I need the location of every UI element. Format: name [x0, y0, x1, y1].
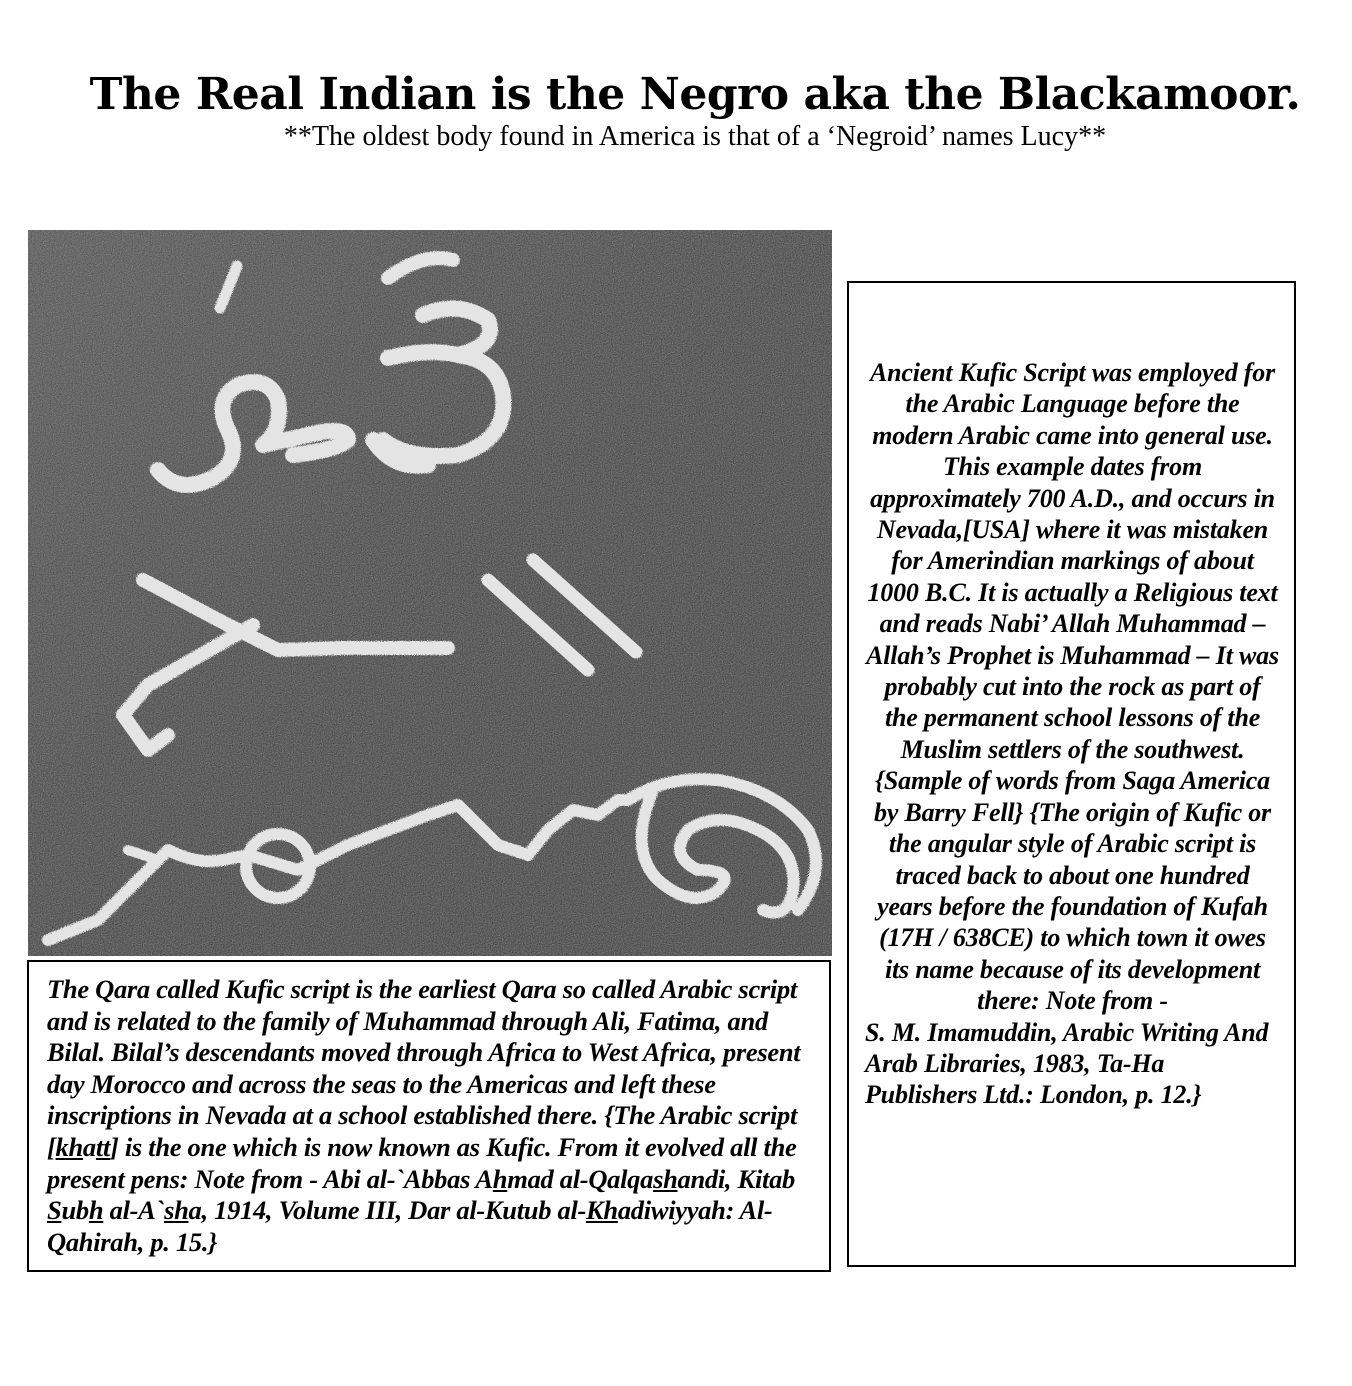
- kufic-inscription-image: [28, 230, 832, 956]
- left-caption-text: The Qara called Kufic script is the earliest Qara so called Arabic script and is related to the family of Muhammad through Ali, Fatima, and Bilal. Bilal’s descendants moved through Africa to West Africa, present day Morocco and across the seas to the Americas and left these inscriptions in Nevada at a school established there. {The Arabic script [khatt] is the one which is now known as Kufic. From it evolved all the present pens: Note from - Abi al-`Abbas Ahmad al-Qalqashandi, Kitab Subh al-A`sha, 1914, Volume III, Dar al-Kutub al-Khadiwiyyah: Al-Qahirah, p. 15.}: [47, 974, 801, 1257]
- page-subtitle: **The oldest body found in America is that of a ‘Negroid’ names Lucy**: [283, 121, 1107, 152]
- right-caption-box: [847, 281, 1296, 1267]
- right-caption-text: Ancient Kufic Script was employed for the Arabic Language before the modern Arabic came into general use. This example dates from approximately 700 A.D., and occurs in Nevada,[USA] where it was mistaken for Amerindian markings of about 1000 B.C. It is actually a Religious text and reads Nabi’ Allah Muhammad – Allah’s Prophet is Muhammad – It was probably cut into the rock as part of the permanent school lessons of the Muslim settlers of the southwest. {Sample of words from Saga America by Barry Fell} {The origin of Kufic or the angular style of Arabic script is traced back to about one hundred years before the foundation of Kufah (17H / 638CE) to which town it owes its name because of its development there: Note from -: [866, 358, 1279, 1016]
- page-title: The Real Indian is the Negro aka the Blackamoor.: [89, 69, 1301, 120]
- left-caption-box: [27, 960, 831, 1272]
- right-caption-citation: S. M. Imamuddin, Arabic Writing And Arab Libraries, 1983, Ta-Ha Publishers Ltd.: London, p. 12.}: [865, 1017, 1269, 1110]
- rock-inscription-photo: [28, 230, 832, 956]
- rock-surface: [28, 230, 832, 956]
